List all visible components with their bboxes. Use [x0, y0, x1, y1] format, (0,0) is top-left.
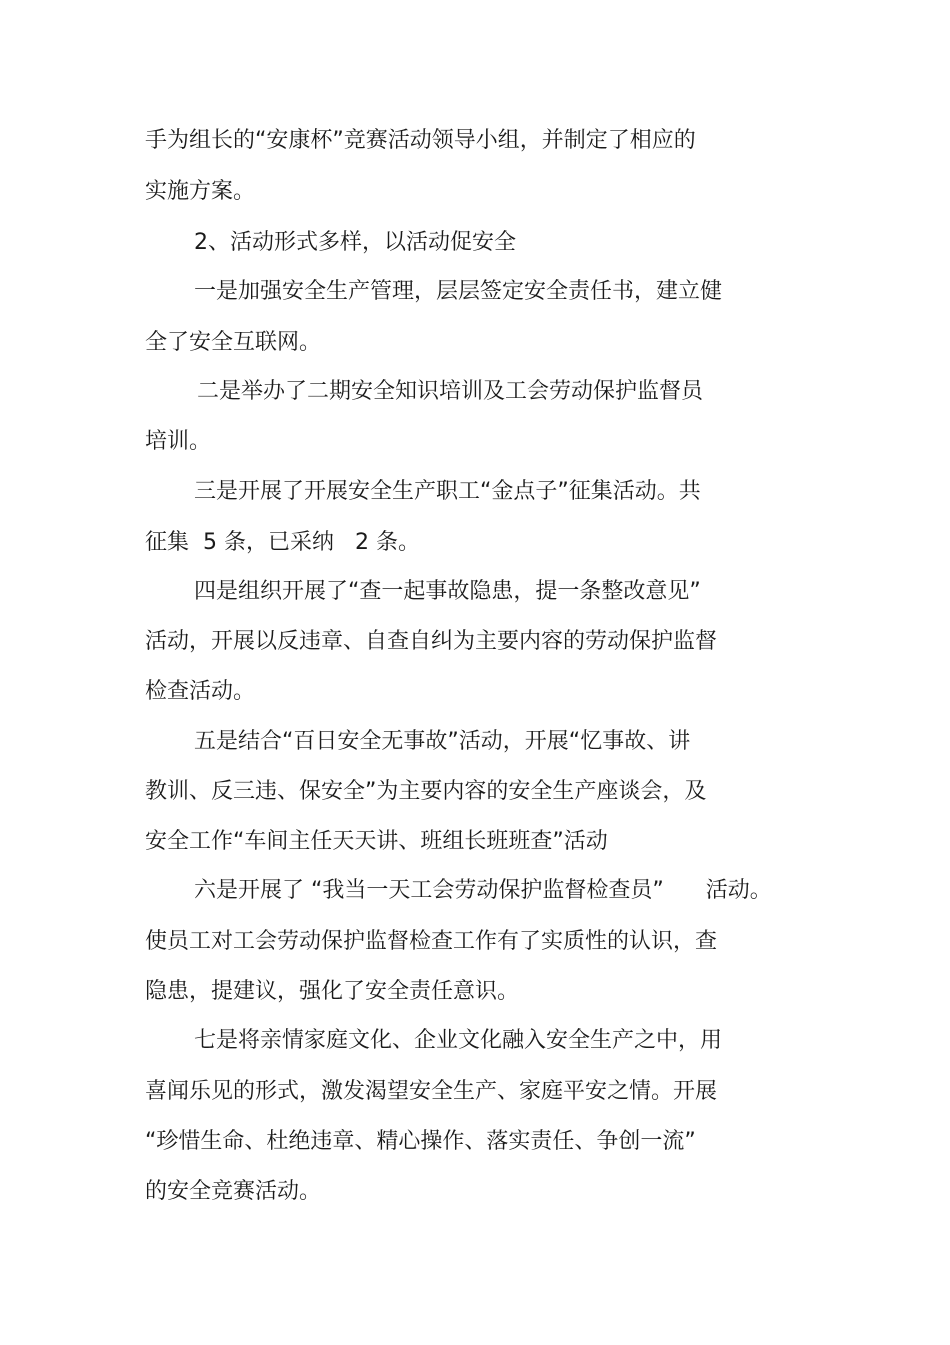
text-line: 全了安全互联网。 — [145, 330, 322, 355]
text-line: 征集 5 条，已采纳 2 条。 — [145, 530, 420, 555]
text-line: 六是开展了 “我当一天工会劳动保护监督检查员” 活动。 — [194, 878, 772, 903]
text-line: 培训。 — [145, 429, 212, 454]
text-line: 七是将亲情家庭文化、企业文化融入安全生产之中，用 — [194, 1028, 723, 1053]
text-line: 手为组长的“安康杯”竞赛活动领导小组，并制定了相应的 — [145, 128, 696, 153]
text-line: 安全工作“车间主任天天讲、班组长班班查”活动 — [145, 829, 608, 854]
text-line: 使员工对工会劳动保护监督检查工作有了实质性的认识，查 — [145, 929, 718, 954]
text-line: 三是开展了开展安全生产职工“金点子”征集活动。共 — [194, 479, 701, 504]
text-line: 教训、反三违、保安全”为主要内容的安全生产座谈会，及 — [145, 779, 707, 804]
text-line: 二是举办了二期安全知识培训及工会劳动保护监督员 — [197, 379, 704, 404]
text-line: 检查活动。 — [145, 679, 256, 704]
text-line: 一是加强安全生产管理，层层签定安全责任书，建立健 — [194, 279, 723, 304]
text-line: 实施方案。 — [145, 179, 256, 204]
text-line: 五是结合“百日安全无事故”活动，开展“忆事故、讲 — [194, 729, 691, 754]
text-line: 活动，开展以反违章、自查自纠为主要内容的劳动保护监督 — [145, 629, 718, 654]
text-line: 四是组织开展了“查一起事故隐患，提一条整改意见” — [194, 579, 701, 604]
section-heading: 2、活动形式多样，以活动促安全 — [194, 230, 516, 255]
text-line: 的安全竞赛活动。 — [145, 1179, 322, 1204]
text-line: 喜闻乐见的形式，激发渴望安全生产、家庭平安之情。开展 — [145, 1079, 718, 1104]
text-line: “珍惜生命、杜绝违章、精心操作、落实责任、争创一流” — [145, 1129, 696, 1154]
text-line: 隐患，提建议，强化了安全责任意识。 — [145, 979, 520, 1004]
